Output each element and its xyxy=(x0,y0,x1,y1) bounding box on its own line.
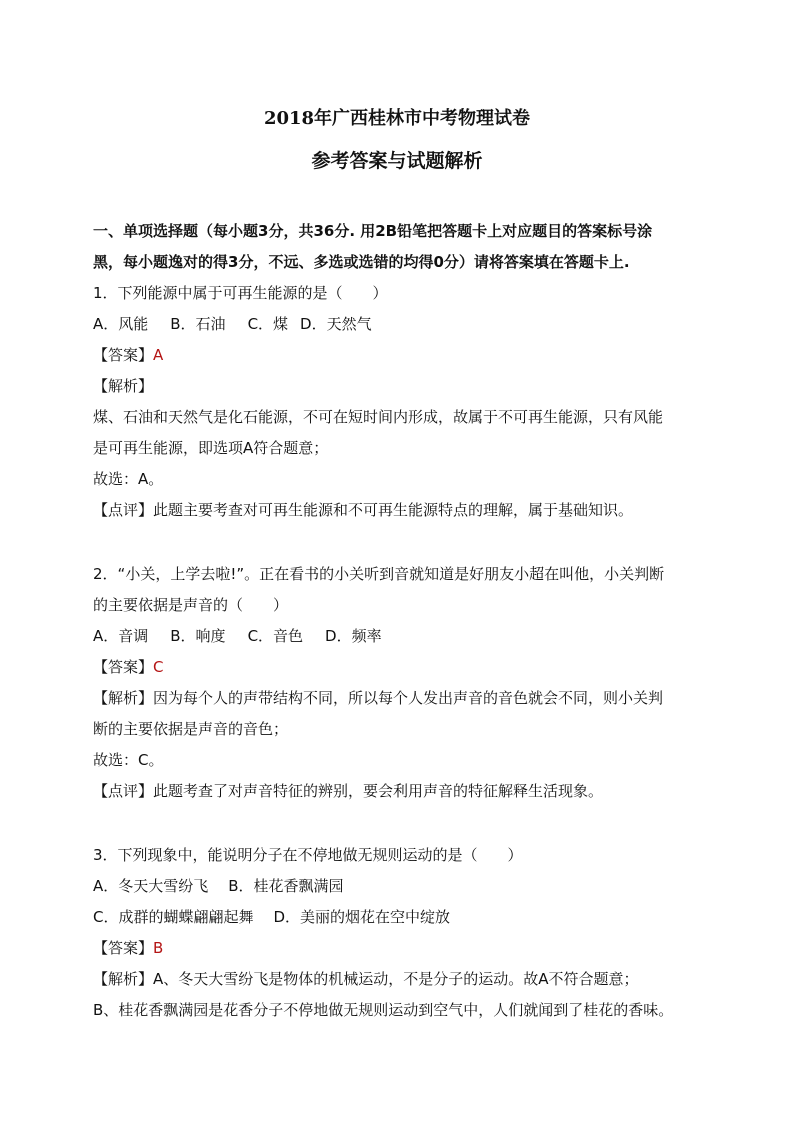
q2-options xyxy=(93,626,382,646)
document-subtitle: 参考答案与试题解析 xyxy=(311,150,483,172)
q2-stem-line-2: 的主要依据是声音的（ ） xyxy=(93,596,289,614)
comment-tag: 【点评】 xyxy=(93,501,154,519)
q1-answer xyxy=(93,345,163,365)
q1-conclusion: 故选：A。 xyxy=(93,470,164,488)
q1-analysis-line-2: 是可再生能源，即选项A符合题意； xyxy=(93,439,329,457)
q2-analysis-text: 因为每个人的声带结构不同，所以每个人发出声音的音色就会不同，则小关判 xyxy=(153,689,664,707)
analysis-tag: 【解析】 xyxy=(93,689,154,707)
q3-option-a: A．冬天大雪纷飞 xyxy=(93,877,209,895)
analysis-tag: 【解析】 xyxy=(93,970,154,988)
document-title: 2018年广西桂林市中考物理试卷 xyxy=(263,108,531,129)
answer-tag: 【答案】 xyxy=(93,658,154,676)
q1-option-a: A．风能 xyxy=(93,315,149,333)
q1-comment xyxy=(93,500,633,520)
q2-option-b: B．响度 xyxy=(170,627,226,645)
answer-tag: 【答案】 xyxy=(93,346,154,364)
q3-stem: 3．下列现象中，能说明分子在不停地做无规则运动的是（ ） xyxy=(93,846,523,864)
q2-comment xyxy=(93,781,603,801)
q3-option-d: D．美丽的烟花在空中绽放 xyxy=(273,908,451,926)
q1-option-c: C．煤 xyxy=(247,315,289,333)
answer-tag: 【答案】 xyxy=(93,939,154,957)
q3-answer xyxy=(93,938,163,958)
q3-analysis-line-2: B、桂花香飘满园是花香分子不停地做无规则运动到空气中，人们就闻到了桂花的香味。 xyxy=(93,1001,674,1019)
q2-analysis-line-1 xyxy=(93,688,663,708)
q1-stem: 1．下列能源中属于可再生能源的是（ ） xyxy=(93,284,388,302)
section-heading-line-1: 一、单项选择题（每小题3分，共36分. 用2B铅笔把答题卡上对应题目的答案标号涂 xyxy=(93,222,653,240)
q2-analysis-line-2: 断的主要依据是声音的音色； xyxy=(93,720,289,738)
q1-analysis-tag: 【解析】 xyxy=(93,377,154,395)
q2-option-a: A．音调 xyxy=(93,627,149,645)
q1-analysis-line-1: 煤、石油和天然气是化石能源，不可在短时间内形成，故属于不可再生能源，只有风能 xyxy=(93,408,664,426)
q1-option-d: D．天然气 xyxy=(300,315,372,333)
q2-answer-value: C xyxy=(153,658,164,676)
q3-answer-value: B xyxy=(153,939,164,957)
q2-option-d: D．频率 xyxy=(325,627,382,645)
q3-analysis-text: A、冬天大雪纷飞是物体的机械运动，不是分子的运动。故A不符合题意； xyxy=(153,970,639,988)
q3-analysis-line-1 xyxy=(93,969,639,989)
section-heading-line-2: 黑，每小题逸对的得3分，不远、多选或选错的均得0分）请将答案填在答题卡上. xyxy=(93,253,630,271)
q2-stem-line-1: 2．“小关，上学去啦!”。正在看书的小关听到音就知道是好朋友小超在叫他，小关判断 xyxy=(93,565,665,583)
q1-option-b: B．石油 xyxy=(170,315,226,333)
comment-tag: 【点评】 xyxy=(93,782,154,800)
q3-option-b: B．桂花香飘满园 xyxy=(228,877,344,895)
q3-options-row-2 xyxy=(93,907,450,927)
q1-options xyxy=(93,314,372,334)
q1-comment-text: 此题主要考查对可再生能源和不可再生能源特点的理解，属于基础知识。 xyxy=(153,501,634,519)
q3-option-c: C．成群的蝴蝶翩翩起舞 xyxy=(93,908,254,926)
q2-answer xyxy=(93,657,164,677)
q2-comment-text: 此题考查了对声音特征的辨别，要会利用声音的特征解释生活现象。 xyxy=(153,782,604,800)
q2-option-c: C．音色 xyxy=(247,627,304,645)
q1-answer-value: A xyxy=(153,346,164,364)
q3-options-row-1 xyxy=(93,876,344,896)
q2-conclusion: 故选：C。 xyxy=(93,751,164,769)
